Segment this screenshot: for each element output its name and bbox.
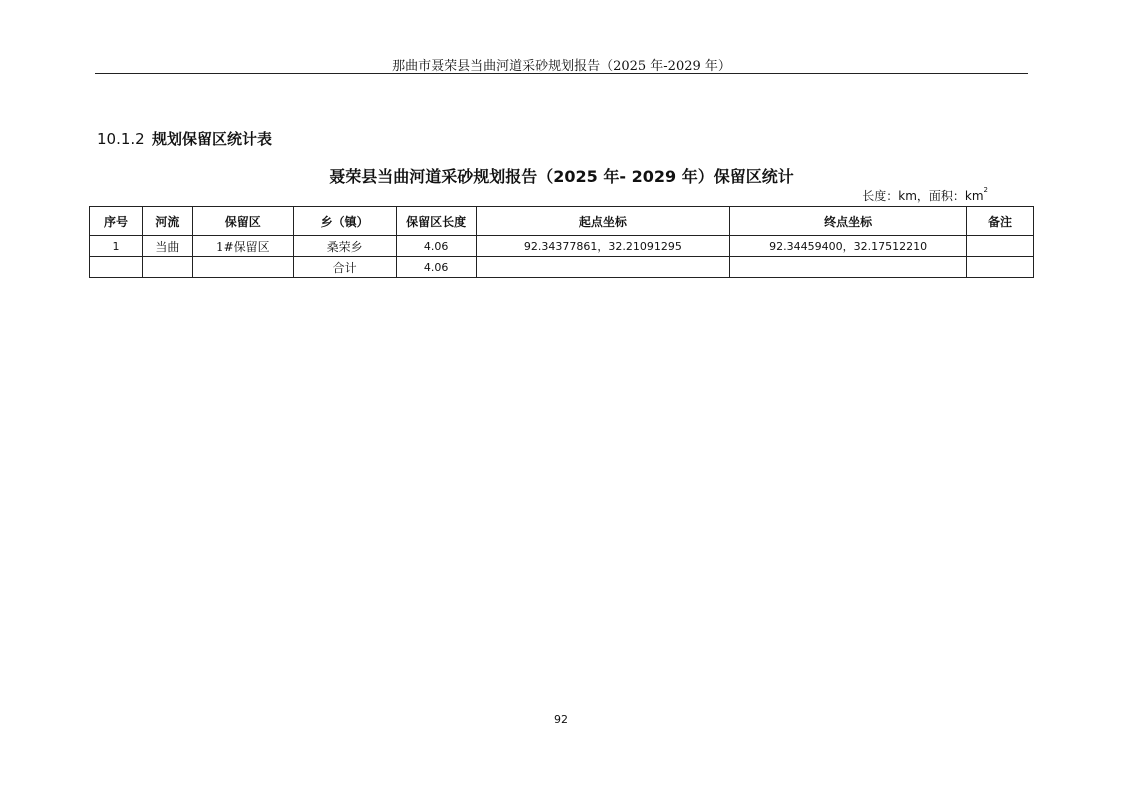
table-row [90,236,1034,257]
cell-township: 桑荣乡 [293,236,396,257]
table-title: 聂荣县当曲河道采砂规划报告（2025 年- 2029 年）保留区统计 [329,167,794,186]
total-row [90,257,1034,278]
units-note [862,187,988,204]
total-label: 合计 [293,257,396,278]
col-header-length: 保留区长度 [396,207,476,236]
cell-reserve-area: 1#保留区 [192,236,293,257]
col-header-river: 河流 [142,207,192,236]
col-header-start-coord: 起点坐标 [476,207,730,236]
reserve-area-table [89,206,1034,278]
cell-end-coord: 92.34459400，32.17512210 [730,236,967,257]
total-length: 4.06 [396,257,476,278]
cell-river: 当曲 [142,236,192,257]
section-title: 规划保留区统计表 [151,130,272,148]
col-header-end-coord: 终点坐标 [730,207,967,236]
running-header: 那曲市聂荣县当曲河道采砂规划报告（2025 年-2029 年） [392,59,731,74]
header-rule [95,73,1028,74]
total-empty-cell [90,257,143,278]
cell-remarks [967,236,1034,257]
col-header-remarks: 备注 [967,207,1034,236]
col-header-township: 乡（镇） [293,207,396,236]
total-empty-cell [142,257,192,278]
units-text: 长度：km，面积：km [862,189,984,203]
total-empty-cell [730,257,967,278]
table-header-row [90,207,1034,236]
section-heading [97,128,272,149]
col-header-reserve-area: 保留区 [192,207,293,236]
total-empty-cell [192,257,293,278]
units-superscript: 2 [983,186,988,194]
page-number: 92 [554,713,568,726]
section-number: 10.1.2 [97,130,145,148]
cell-index: 1 [90,236,143,257]
total-empty-cell [967,257,1034,278]
total-empty-cell [476,257,730,278]
cell-length: 4.06 [396,236,476,257]
col-header-index: 序号 [90,207,143,236]
cell-start-coord: 92.34377861，32.21091295 [476,236,730,257]
